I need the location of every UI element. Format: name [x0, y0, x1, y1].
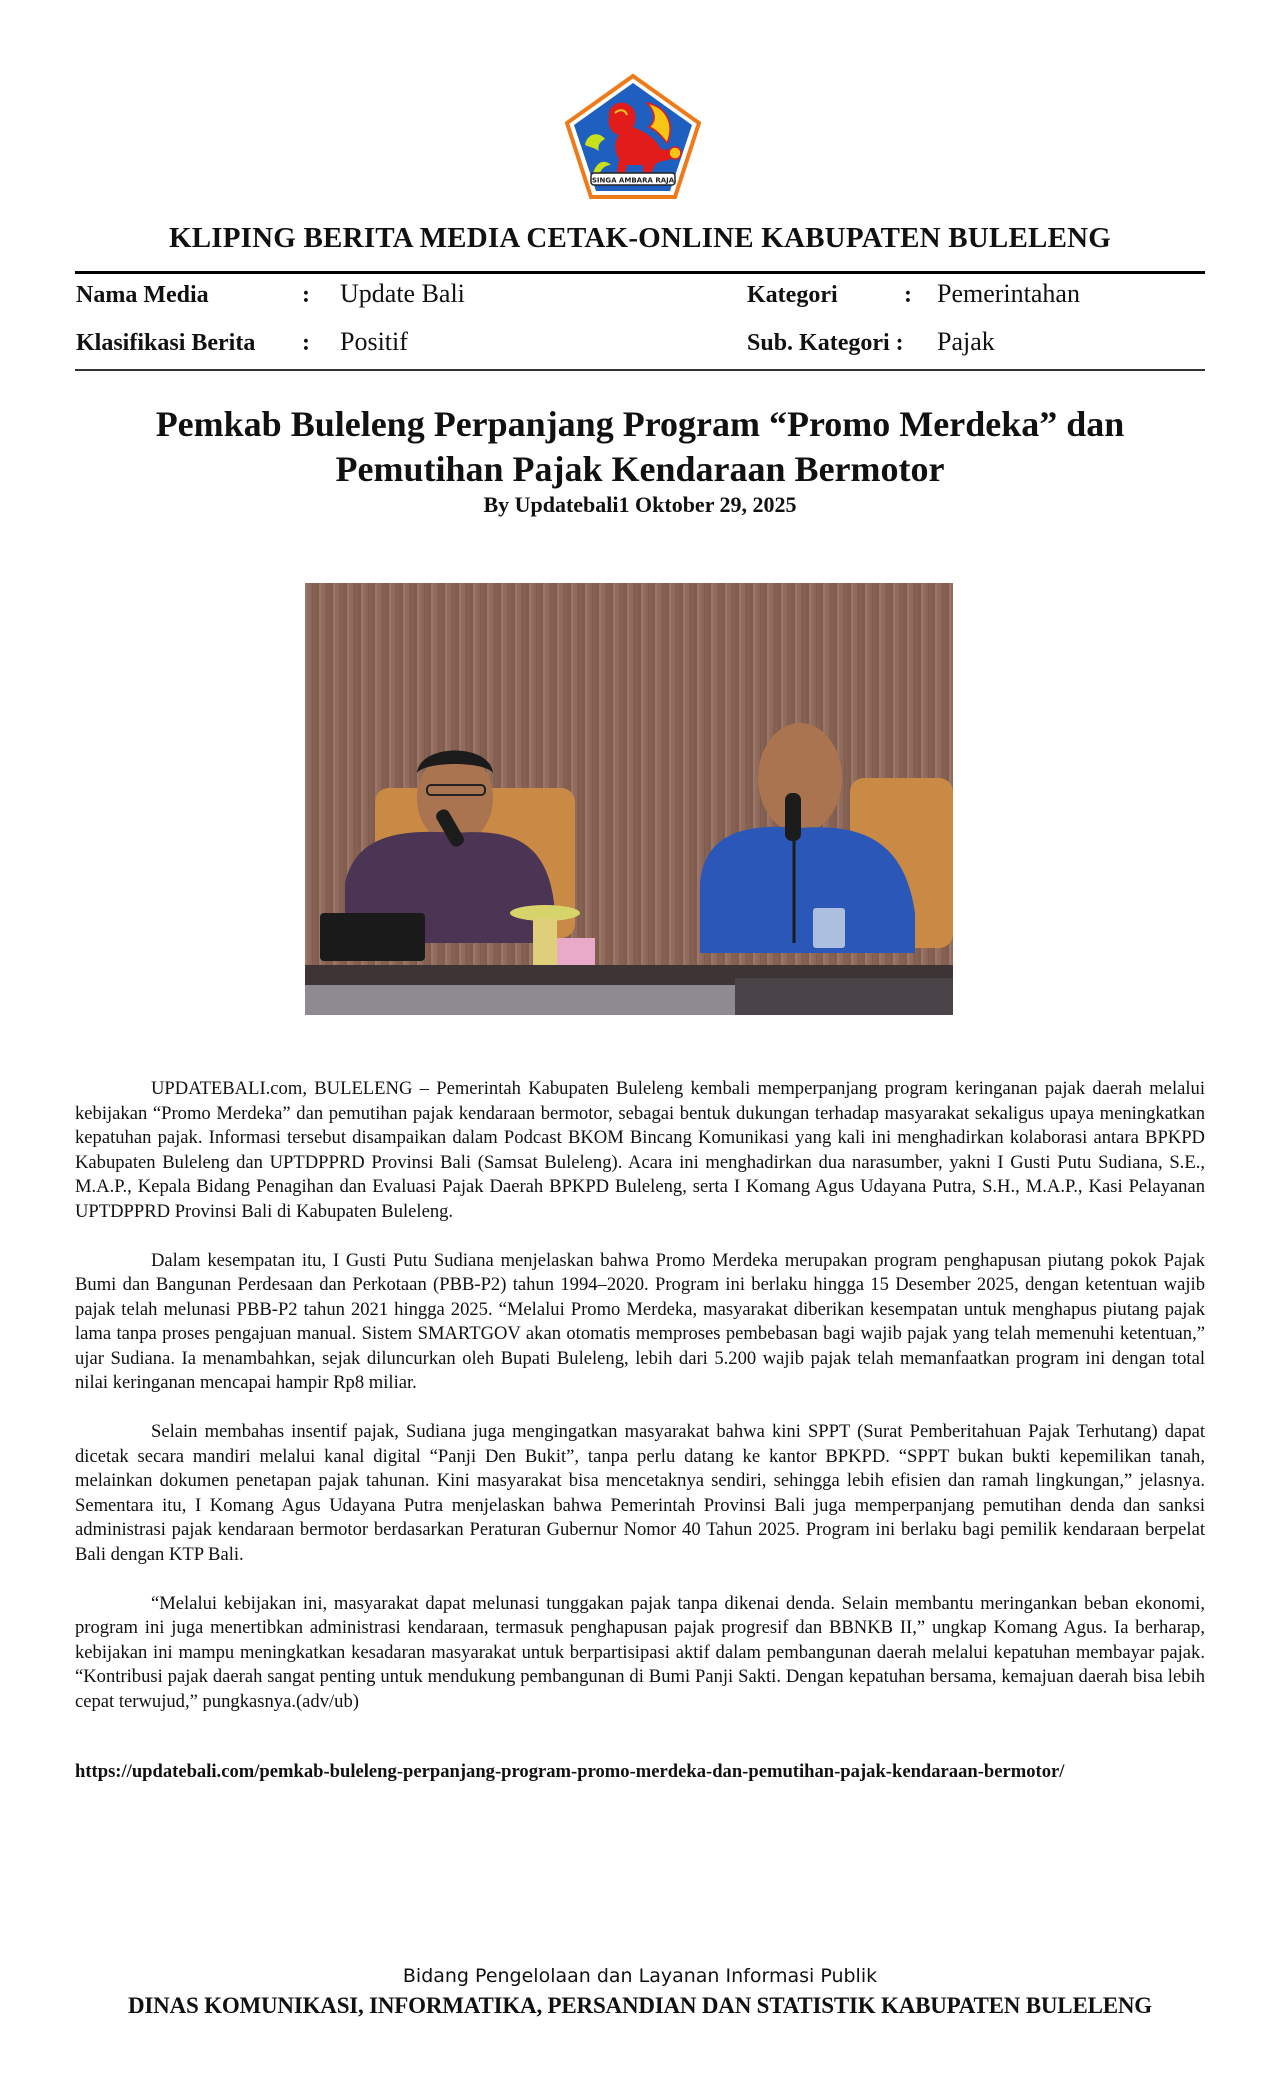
media-name-label: Nama Media	[76, 282, 209, 308]
logo-banner-text: SINGA AMBARA RAJA	[591, 176, 675, 185]
article-title	[75, 402, 1205, 492]
news-classification-label: Klasifikasi Berita	[76, 330, 256, 356]
footer-department: Bidang Pengelolaan dan Layanan Informasi Publik	[402, 1965, 878, 1987]
article-photo	[305, 583, 953, 1015]
media-name-value: Update Bali	[340, 279, 465, 308]
document-title: KLIPING BERITA MEDIA CETAK-ONLINE KABUPATEN BULELENG	[168, 222, 1112, 254]
article-title-line-1: Pemkab Buleleng Perpanjang Program “Promo Merdeka” dan	[155, 404, 1125, 444]
news-classification-value: Positif	[340, 327, 408, 356]
article-paragraph-3: Selain membahas insentif pajak, Sudiana juga mengingatkan masyarakat bahwa kini SPPT (Surat Pemberitahuan Pajak Terhutang) dapat dicetak secara mandiri melalui kanal digital “Panji Den Bukit”, tanpa perlu datang ke kantor BPKPD. “SPPT bukan bukti kepemilikan tanah, melainkan dokumen penetapan pajak tahunan. Kini masyarakat bisa mencetaknya sendiri, sehingga lebih efisien dan ramah lingkungan,” jelasnya. Sementara itu, I Komang Agus Udayana Putra menjelaskan bahwa Pemerintah Provinsi Bali juga memperpanjang pemutihan denda dan sanksi administrasi pajak kendaraan bermotor berdasarkan Peraturan Gubernur Nomor 40 Tahun 2025. Program ini berlaku bagi pemilik kendaraan berpelat Bali dengan KTP Bali.	[75, 1421, 1205, 1565]
article-byline: By Updatebali1 Oktober 29, 2025	[483, 492, 797, 517]
sub-category-value: Pajak	[937, 327, 995, 356]
category-colon: :	[904, 282, 912, 308]
article-paragraph-2: Dalam kesempatan itu, I Gusti Putu Sudiana menjelaskan bahwa Promo Merdeka merupakan program penghapusan piutang pokok Pajak Bumi dan Bangunan Perdesaan dan Perkotaan (PBB-P2) tahun 1994–2020. Program ini berlaku hingga 15 Desember 2025, dengan ketentuan wajib pajak telah melunasi PBB-P2 tahun 2021 hingga 2025. “Melalui Promo Merdeka, masyarakat diberikan kesempatan untuk menghapus piutang pajak lama tanpa proses pengajuan manual. Sistem SMARTGOV akan otomatis memproses pembebasan bagi wajib pajak yang telah memenuhi ketentuan,” ujar Sudiana. Ia menambahkan, sejak diluncurkan oleh Bupati Buleleng, lebih dari 5.200 wajib pajak telah memanfaatkan program ini dengan total nilai keringanan mencapai hampir Rp8 miliar.	[75, 1249, 1205, 1393]
media-name-colon: :	[302, 282, 310, 308]
news-classification-colon: :	[302, 330, 310, 356]
article-body	[75, 1077, 1205, 1739]
header-divider-top	[75, 271, 1205, 274]
category-label: Kategori	[747, 282, 838, 308]
article-paragraph-4: “Melalui kebijakan ini, masyarakat dapat melunasi tunggakan pajak tanpa dikenai denda. Selain membantu meringankan beban ekonomi, program ini juga menertibkan administrasi kendaraan, termasuk penghapusan pajak progresif dan BBNKB II,” ungkap Komang Agus. Ia berharap, kebijakan ini mampu meningkatkan kesadaran masyarakat untuk berpartisipasi aktif dalam pembangunan daerah melalui kepatuhan membayar pajak. “Kontribusi pajak daerah sangat penting untuk mendukung pembangunan di Bumi Panji Sakti. Dengan kepatuhan bersama, kemajuan daerah bisa lebih cepat terwujud,” pungkasnya.(adv/ub)	[75, 1592, 1205, 1712]
regency-logo	[563, 73, 703, 201]
category-value: Pemerintahan	[937, 279, 1080, 308]
header-divider-bottom	[75, 369, 1205, 371]
singa-ambara-raja-emblem-icon	[563, 73, 703, 201]
article-paragraph-1: UPDATEBALI.com, BULELENG – Pemerintah Kabupaten Buleleng kembali memperpanjang program keringanan pajak daerah melalui kebijakan “Promo Merdeka” dan pemutihan pajak kendaraan bermotor, sebagai bentuk dukungan terhadap masyarakat sekaligus upaya meningkatkan kepatuhan pajak. Informasi tersebut disampaikan dalam Podcast BKOM Bincang Komunikasi yang kali ini menghadirkan kolaborasi antara BPKPD Kabupaten Buleleng dan UPTDPPRD Provinsi Bali (Samsat Buleleng). Acara ini menghadirkan dua narasumber, yakni I Gusti Putu Sudiana, S.E., M.A.P., Kepala Bidang Penagihan dan Evaluasi Pajak Daerah BPKPD Buleleng, serta I Komang Agus Udayana Putra, S.H., M.A.P., Kasi Pelayanan UPTDPPRD Provinsi Bali di Kabupaten Buleleng.	[75, 1078, 1205, 1222]
footer-agency: DINAS KOMUNIKASI, INFORMATIKA, PERSANDIAN DAN STATISTIK KABUPATEN BULELENG	[128, 1993, 1152, 2018]
sub-category-label: Sub. Kategori :	[747, 330, 904, 356]
article-title-line-2: Pemutihan Pajak Kendaraan Bermotor	[335, 449, 945, 489]
podcast-photo-illustration	[305, 583, 953, 1015]
source-url-link[interactable]: https://updatebali.com/pemkab-buleleng-perpanjang-program-promo-merdeka-dan-pemutihan-pajak-kendaraan-bermotor/	[75, 1761, 1065, 1782]
